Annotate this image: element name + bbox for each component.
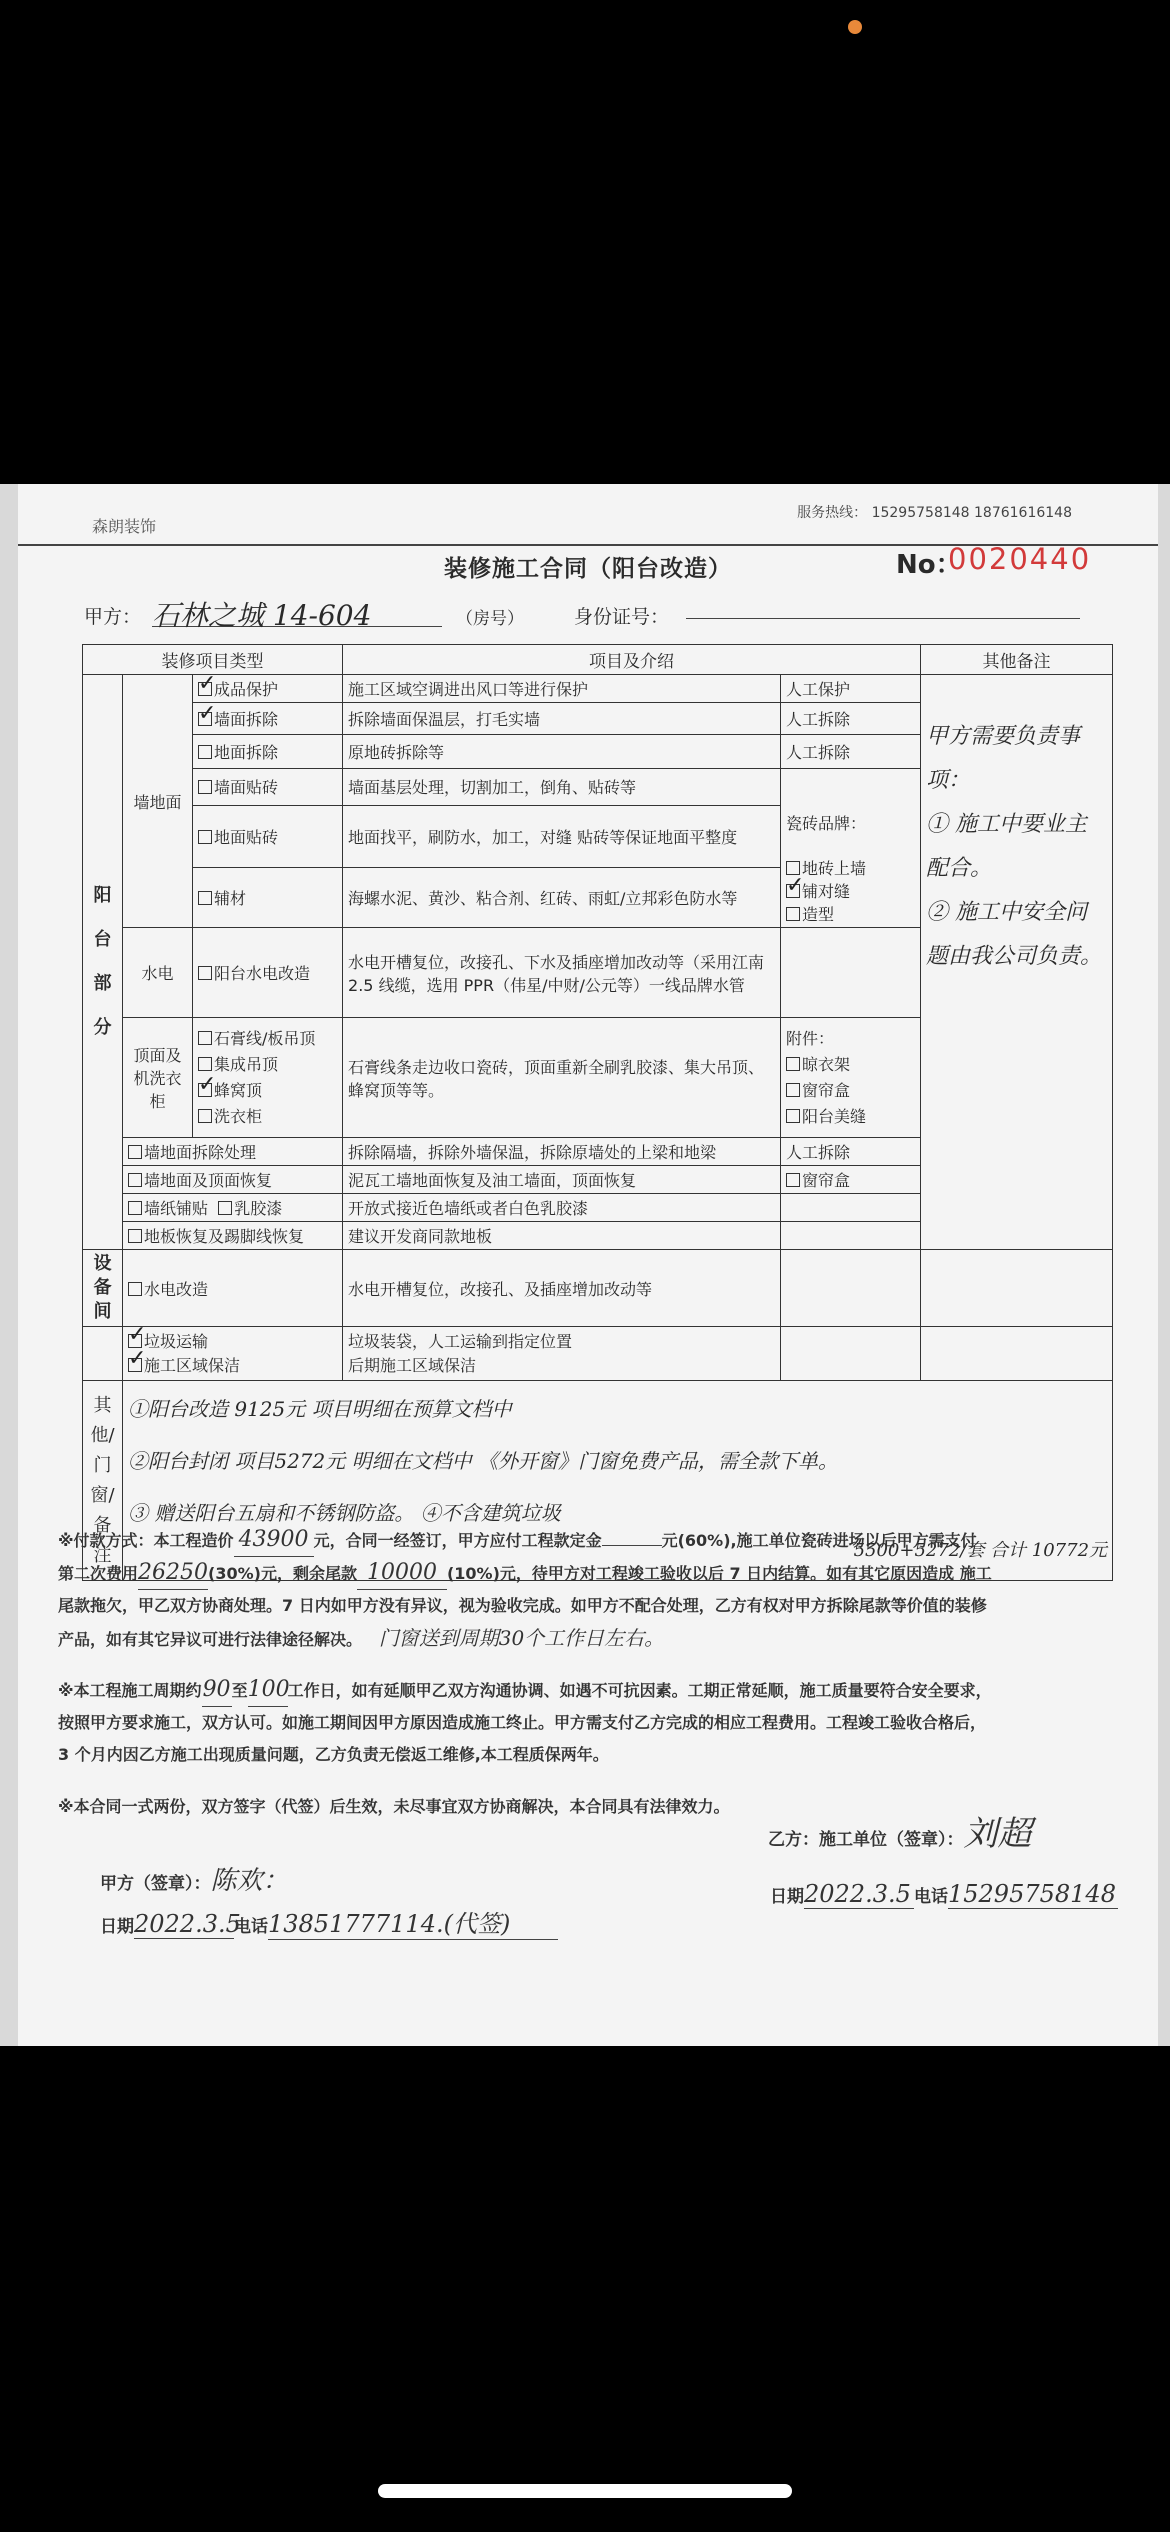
item-cell xyxy=(193,675,343,703)
item-label: 乳胶漆 xyxy=(234,1199,283,1218)
accessory-cell xyxy=(781,1018,921,1138)
item-label: 成品保护 xyxy=(214,680,279,699)
item-label: 墙地面及顶面恢复 xyxy=(144,1171,273,1190)
checkbox-icon xyxy=(198,780,212,794)
accessory-label: 附件： xyxy=(786,1028,835,1048)
accessory-option: 窗帘盒 xyxy=(802,1080,851,1100)
item-cell xyxy=(193,735,343,769)
item-cell xyxy=(123,1138,343,1166)
item-label: 地板恢复及踢脚线恢复 xyxy=(144,1227,305,1246)
checkbox-icon xyxy=(128,1282,142,1296)
note-cell xyxy=(781,1327,921,1381)
checkbox-icon xyxy=(218,1201,232,1215)
payment-line xyxy=(58,1524,1118,1557)
other-note: ③ 赠送阳台五扇和不锈钢防盗。 ④不含建筑垃圾 xyxy=(128,1501,561,1525)
ceiling-options xyxy=(193,1018,343,1138)
date-label: 日期 xyxy=(100,1917,134,1937)
desc-cell: 开放式接近色墙纸或者白色乳胶漆 xyxy=(343,1194,781,1222)
party-a-address: 石林之城 14-604 xyxy=(152,594,442,627)
header-remarks: 其他备注 xyxy=(921,645,1113,675)
checkbox-icon xyxy=(786,1057,800,1071)
note-cell xyxy=(781,1250,921,1327)
checkbox-icon xyxy=(786,1109,800,1123)
waste-desc xyxy=(343,1327,781,1381)
item-cell xyxy=(193,928,343,1018)
tile-option: 铺对缝 xyxy=(802,882,851,901)
desc-cell: 建议开发商同款地板 xyxy=(343,1222,781,1250)
serial-number: 0020440 xyxy=(948,542,1092,576)
party-b-phone: 15295758148 xyxy=(948,1880,1118,1909)
serial-label: No： xyxy=(896,550,962,580)
item-cell xyxy=(193,769,343,806)
checkbox-icon xyxy=(198,1083,212,1097)
item-label: 墙面贴砖 xyxy=(214,778,279,798)
checkbox-icon xyxy=(198,745,212,759)
desc-cell: 泥瓦工墙地面恢复及油工墙面，顶面恢复 xyxy=(343,1166,781,1194)
desc-line: 后期施工区域保洁 xyxy=(348,1355,477,1375)
contract-paper xyxy=(18,484,1158,2046)
party-b-date: 2022.3.5 xyxy=(804,1880,914,1909)
other-note: 5500+5272/套 合计 10772元 xyxy=(853,1540,1108,1561)
note-cell: 人工拆除 xyxy=(781,735,921,769)
tile-option: 造型 xyxy=(802,905,835,924)
tail-payment: 10000 xyxy=(357,1557,447,1590)
checkbox-icon xyxy=(128,1145,142,1159)
tile-brand-cell xyxy=(781,769,921,928)
note-cell: 人工保护 xyxy=(781,675,921,703)
party-a-date: 2022.3.5 xyxy=(134,1910,241,1938)
remarks-cell xyxy=(921,675,1113,1250)
accessory-option: 阳台美缝 xyxy=(802,1106,867,1126)
item-label: 地面拆除 xyxy=(214,743,279,762)
party-a-date-row xyxy=(100,1904,558,1940)
note-cell xyxy=(921,1327,1113,1381)
id-number-line xyxy=(686,618,1080,619)
group-wall-floor: 墙地面 xyxy=(123,675,193,928)
checkbox-icon xyxy=(198,830,212,844)
payment-line: ※本合同一式两份，双方签字（代签）后生效，未尽事宜双方协商解决，本合同具有法律效力。 xyxy=(58,1797,730,1816)
ceiling-option: 集成吊顶 xyxy=(214,1054,279,1074)
checkbox-icon xyxy=(198,682,212,696)
ceiling-option: 石膏线/板吊顶 xyxy=(214,1028,316,1048)
note-cell xyxy=(921,1250,1113,1327)
party-b-sign-row xyxy=(768,1806,1032,1855)
checkbox-icon xyxy=(786,1173,800,1187)
empty-cell xyxy=(83,1327,123,1381)
period-max: 100 xyxy=(248,1674,288,1707)
section-other: 其他/门窗/备注 xyxy=(83,1381,123,1581)
payment-line: 按照甲方要求施工，双方认可。如施工期间因甲方原因造成施工终止。甲方需支付乙方完成的相应工程费用。工程竣工验收合格后， xyxy=(58,1713,987,1732)
party-a-label: 甲方： xyxy=(84,606,142,628)
payment-text: (10%)元，待甲方对工程竣工验收以后 7 日内结算。如有其它原因造成 施工 xyxy=(446,1564,992,1583)
tile-option: 地砖上墙 xyxy=(802,859,867,878)
section-equipment: 设备间 xyxy=(83,1250,123,1327)
item-label: 墙纸铺贴 xyxy=(144,1199,209,1218)
checkbox-icon xyxy=(786,907,800,921)
item-cell xyxy=(193,703,343,735)
deposit-blank xyxy=(602,1545,662,1546)
section-balcony: 阳台部分 xyxy=(83,675,123,1250)
checkbox-icon xyxy=(128,1201,142,1215)
item-cell xyxy=(123,1250,343,1327)
item-label: 墙地面拆除处理 xyxy=(144,1143,257,1162)
payment-line xyxy=(58,1622,1118,1656)
group-ceiling: 顶面及机洗衣柜 xyxy=(123,1018,193,1138)
contract-title: 装修施工合同（阳台改造） xyxy=(444,556,732,582)
accessory-option: 晾衣架 xyxy=(802,1054,851,1074)
checkbox-icon xyxy=(198,712,212,726)
group-water-power: 水电 xyxy=(123,928,193,1018)
date-label: 日期 xyxy=(770,1887,804,1907)
document-photo xyxy=(0,484,1170,2046)
desc-cell: 拆除隔墙，拆除外墙保温，拆除原墙处的上梁和地梁 xyxy=(343,1138,781,1166)
desc-cell: 海螺水泥、黄沙、粘合剂、红砖、雨虹/立邦彩色防水等 xyxy=(343,867,781,927)
party-b-date-row xyxy=(770,1880,1118,1909)
sign-label: 乙方：施工单位（签章）： xyxy=(768,1830,964,1850)
desc-cell: 石膏线条走边收口瓷砖，顶面重新全刷乳胶漆、集大吊顶、蜂窝顶等等。 xyxy=(343,1018,781,1138)
ceiling-option: 洗衣柜 xyxy=(214,1106,263,1126)
note-cell xyxy=(781,1222,921,1250)
window-delivery-note: 门窗送到周期30个工作日左右。 xyxy=(378,1626,665,1650)
note-label: 窗帘盒 xyxy=(802,1171,851,1190)
desc-cell: 地面找平，刷防水，加工，对缝 贴砖等保证地面平整度 xyxy=(343,805,781,867)
checkbox-icon xyxy=(198,891,212,905)
checkbox-icon xyxy=(198,1031,212,1045)
checkbox-icon xyxy=(128,1358,142,1372)
checkbox-icon xyxy=(198,1057,212,1071)
payment-text: (30%)元，剩余尾款 xyxy=(208,1564,357,1583)
company-brand: 森朗装饰 xyxy=(92,517,157,536)
phone-label: 电话 xyxy=(914,1887,948,1907)
header-item-type: 装修项目类型 xyxy=(83,645,343,675)
desc-cell: 水电开槽复位，改接孔、下水及插座增加改动等（采用江南 2.5 线缆，选用 PPR（伟星/中财/公元等）一线品牌水管 xyxy=(343,928,781,1018)
tile-brand-label: 瓷砖品牌： xyxy=(786,814,867,833)
home-indicator[interactable] xyxy=(378,2484,792,2498)
party-a-phone: 13851777114.(代签) xyxy=(268,1904,558,1940)
party-a-signature: 陈欢： xyxy=(210,1866,289,1896)
item-label: 垃圾运输 xyxy=(144,1331,209,1351)
payment-text: 至 xyxy=(231,1681,248,1700)
checkbox-icon xyxy=(786,1083,800,1097)
payment-line: 尾款拖欠，甲乙双方协商处理。7 日内如甲方没有异议，视为验收完成。如甲方不配合处理，乙方有权对甲方拆除尾款等价值的装修 xyxy=(58,1596,987,1615)
party-a-sign-row xyxy=(100,1860,289,1897)
desc-cell: 拆除墙面保温层，打毛实墙 xyxy=(343,703,781,735)
desc-cell: 墙面基层处理，切割加工，倒角、贴砖等 xyxy=(343,769,781,806)
item-cell xyxy=(123,1194,343,1222)
payment-text: 工作日，如有延顺甲乙双方沟通协调、如遇不可抗因素。工期正常延顺，施工质量要符合安全要求， xyxy=(287,1681,992,1700)
note-cell xyxy=(781,1194,921,1222)
item-label: 水电改造 xyxy=(144,1279,209,1299)
item-cell xyxy=(193,805,343,867)
room-number-label: （房号） xyxy=(456,609,524,629)
phone-label: 电话 xyxy=(234,1917,268,1937)
item-label: 墙面拆除 xyxy=(214,710,279,729)
payment-text: 元(60%),施工单位瓷砖进场以后甲方需支付 xyxy=(661,1531,977,1550)
header-item-desc: 项目及介绍 xyxy=(343,645,921,675)
payment-line: 3 个月内因乙方施工出现质量问题，乙方负责无偿返工维修,本工程质保两年。 xyxy=(58,1745,609,1764)
remark-line: ① 施工中要业主配合。 xyxy=(926,812,1088,881)
desc-cell: 水电开槽复位，改接孔、及插座增加改动等 xyxy=(343,1250,781,1327)
item-label: 地面贴砖 xyxy=(214,827,279,847)
note-cell xyxy=(781,1166,921,1194)
status-indicator-dot xyxy=(848,20,862,34)
desc-cell: 施工区域空调进出风口等进行保护 xyxy=(343,675,781,703)
id-number-label: 身份证号： xyxy=(574,606,670,628)
payment-text: 产品，如有其它异议可进行法律途径解决。 xyxy=(58,1630,363,1649)
service-hotline: 服务热线： 15295758148 18761616148 xyxy=(797,505,1072,521)
checkbox-icon xyxy=(128,1173,142,1187)
payment-text: ※付款方式：本工程造价 xyxy=(58,1531,234,1550)
note-cell: 人工拆除 xyxy=(781,1138,921,1166)
item-cell xyxy=(193,867,343,927)
remark-line: 甲方需要负责事项： xyxy=(926,724,1081,793)
item-label: 辅材 xyxy=(214,888,247,908)
sign-label: 甲方（签章）： xyxy=(100,1874,211,1894)
party-b-signature: 刘超 xyxy=(963,1814,1032,1854)
period-min: 90 xyxy=(202,1674,232,1707)
payment-text: 第二次费用 xyxy=(58,1564,139,1583)
checkbox-icon xyxy=(786,884,800,898)
desc-cell: 原地砖拆除等 xyxy=(343,735,781,769)
item-label: 阳台水电改造 xyxy=(214,964,311,983)
waste-items xyxy=(123,1327,343,1381)
checkbox-icon xyxy=(198,966,212,980)
remark-line: ② 施工中安全问题由我公司负责。 xyxy=(926,900,1103,969)
payment-text: 元，合同一经签订，甲方应付工程款定金 xyxy=(313,1531,602,1550)
item-cell xyxy=(123,1166,343,1194)
other-note: ②阳台封闭 项目5272元 明细在文档中 《外开窗》门窗免费产品，需全款下单。 xyxy=(128,1449,838,1473)
checkbox-icon xyxy=(128,1229,142,1243)
payment-line xyxy=(58,1674,1118,1707)
payment-terms xyxy=(58,1524,1118,1823)
ceiling-option: 蜂窝顶 xyxy=(214,1080,263,1100)
item-label: 施工区域保洁 xyxy=(144,1355,241,1375)
other-note: ①阳台改造 9125元 项目明细在预算文档中 xyxy=(128,1397,512,1421)
item-cell xyxy=(123,1222,343,1250)
checkbox-icon xyxy=(198,1109,212,1123)
payment-line xyxy=(58,1557,1118,1590)
note-cell xyxy=(781,928,921,1018)
second-payment: 26250 xyxy=(138,1557,208,1590)
note-cell: 人工拆除 xyxy=(781,703,921,735)
payment-text: ※本工程施工周期约 xyxy=(58,1681,202,1700)
total-price: 43900 xyxy=(234,1524,314,1557)
desc-line: 垃圾装袋，人工运输到指定位置 xyxy=(348,1331,573,1351)
contract-table xyxy=(82,644,1113,1581)
